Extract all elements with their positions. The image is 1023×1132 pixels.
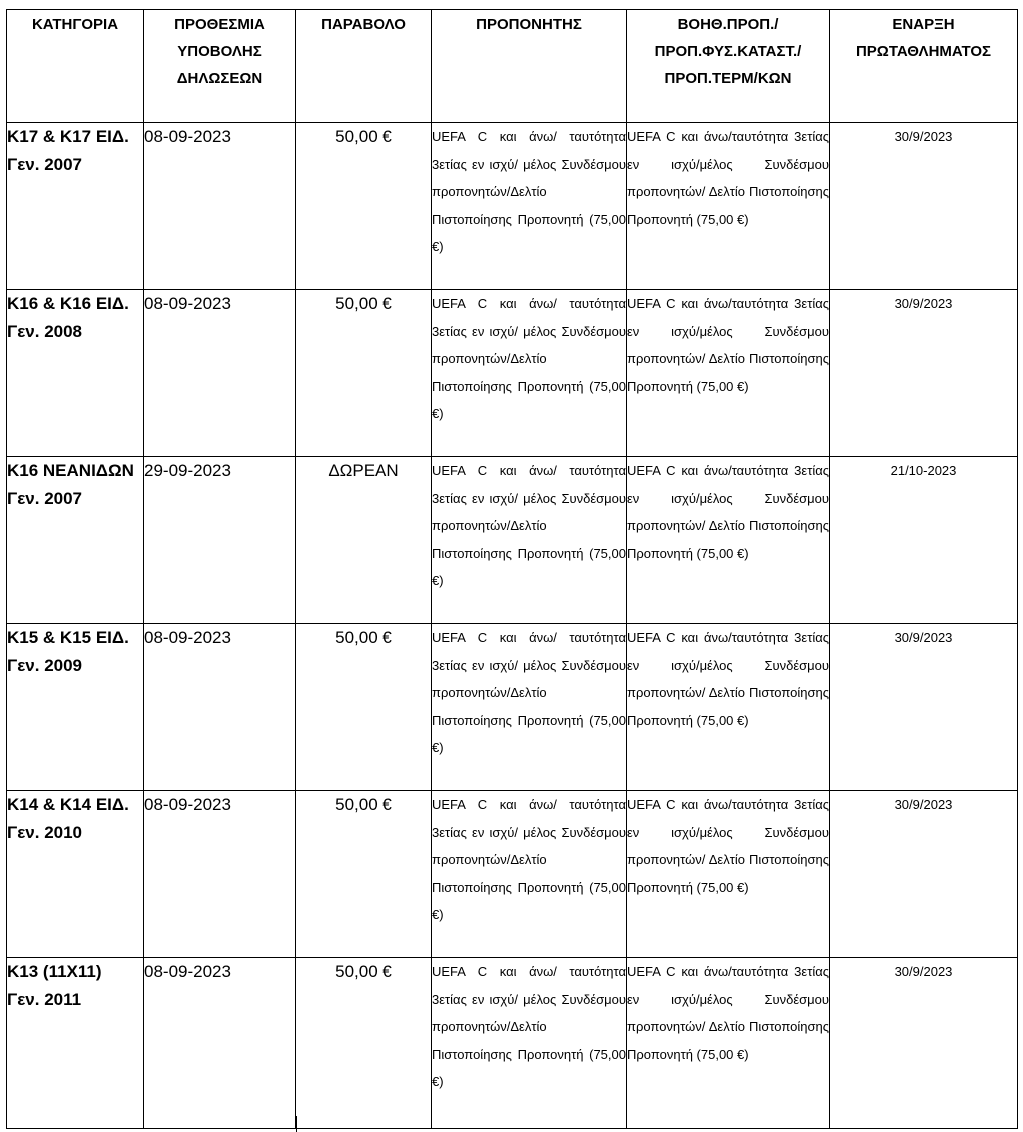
header-assistant: ΒΟΗΘ.ΠΡΟΠ./ ΠΡΟΠ.ΦΥΣ.ΚΑΤΑΣΤ./ ΠΡΟΠ.ΤΕΡΜ/ΚΩΝ: [627, 10, 830, 123]
fee-cell: 50,00 €: [296, 123, 432, 290]
coach-requirements-cell: UEFA C και άνω/ ταυτότητα 3ετίας εν ισχύ/ μέλος Συνδέσμου προπονητών/Δελτίο Πιστοποίησης Προπονητή (75,00 €): [432, 457, 627, 624]
category-text: Κ16 & Κ16 ΕΙΔ.: [7, 294, 129, 313]
start-date-cell: 30/9/2023: [830, 123, 1018, 290]
category-cell: [7, 290, 144, 457]
championship-schedule-table: [6, 9, 1018, 1129]
fee-cell: ΔΩΡΕΑΝ: [296, 457, 432, 624]
start-date-cell: 30/9/2023: [830, 958, 1018, 1129]
deadline-cell: 08-09-2023: [144, 123, 296, 290]
table-row: [7, 290, 1018, 457]
category-text: Κ17 & Κ17 ΕΙΔ.: [7, 127, 129, 146]
category-text: Κ13 (11Χ11): [7, 962, 102, 981]
coach-requirements-cell: UEFA C και άνω/ ταυτότητα 3ετίας εν ισχύ/ μέλος Συνδέσμου προπονητών/Δελτίο Πιστοποίησης Προπονητή (75,00 €): [432, 290, 627, 457]
assistant-requirements-cell: UEFA C και άνω/ταυτότητα 3ετίας εν ισχύ/μέλος Συνδέσμου προπονητών/ Δελτίο Πιστοποίησης Προπονητή (75,00 €): [627, 290, 830, 457]
assistant-requirements-cell: UEFA C και άνω/ταυτότητα 3ετίας εν ισχύ/μέλος Συνδέσμου προπονητών/ Δελτίο Πιστοποίησης Προπονητή (75,00 €): [627, 624, 830, 791]
table-header: [7, 10, 1018, 123]
category-cell: [7, 624, 144, 791]
fee-cell: 50,00 €: [296, 290, 432, 457]
category-text: Κ15 & Κ15 ΕΙΔ.: [7, 628, 129, 647]
category-text: Κ16 ΝΕΑΝΙΔΩΝ: [7, 461, 134, 480]
table-row: [7, 123, 1018, 290]
deadline-cell: 08-09-2023: [144, 791, 296, 958]
deadline-cell: 29-09-2023: [144, 457, 296, 624]
birth-year-text: Γεν. 2007: [7, 154, 83, 174]
start-date-cell: 30/9/2023: [830, 290, 1018, 457]
column-divider-stub: [296, 1116, 297, 1132]
deadline-cell: 08-09-2023: [144, 624, 296, 791]
assistant-requirements-cell: UEFA C και άνω/ταυτότητα 3ετίας εν ισχύ/μέλος Συνδέσμου προπονητών/ Δελτίο Πιστοποίησης Προπονητή (75,00 €): [627, 457, 830, 624]
birth-year-text: Γεν. 2011: [7, 989, 82, 1009]
header-coach: ΠΡΟΠΟΝΗΤΗΣ: [432, 10, 627, 123]
table-row: [7, 958, 1018, 1129]
header-deadline: ΠΡΟΘΕΣΜΙΑ ΥΠΟΒΟΛΗΣ ΔΗΛΩΣΕΩΝ: [144, 10, 296, 123]
coach-requirements-cell: UEFA C και άνω/ ταυτότητα 3ετίας εν ισχύ/ μέλος Συνδέσμου προπονητών/Δελτίο Πιστοποίησης Προπονητή (75,00 €): [432, 123, 627, 290]
start-date-cell: 21/10-2023: [830, 457, 1018, 624]
category-cell: [7, 791, 144, 958]
deadline-cell: 08-09-2023: [144, 958, 296, 1129]
fee-cell: 50,00 €: [296, 791, 432, 958]
birth-year-text: Γεν. 2007: [7, 488, 83, 508]
fee-cell: 50,00 €: [296, 958, 432, 1129]
table-row: [7, 791, 1018, 958]
coach-requirements-cell: UEFA C και άνω/ ταυτότητα 3ετίας εν ισχύ/ μέλος Συνδέσμου προπονητών/Δελτίο Πιστοποίησης Προπονητή (75,00 €): [432, 958, 627, 1129]
fee-cell: 50,00 €: [296, 624, 432, 791]
category-cell: [7, 958, 144, 1129]
deadline-cell: 08-09-2023: [144, 290, 296, 457]
assistant-requirements-cell: UEFA C και άνω/ταυτότητα 3ετίας εν ισχύ/μέλος Συνδέσμου προπονητών/ Δελτίο Πιστοποίησης Προπονητή (75,00 €): [627, 123, 830, 290]
coach-requirements-cell: UEFA C και άνω/ ταυτότητα 3ετίας εν ισχύ/ μέλος Συνδέσμου προπονητών/Δελτίο Πιστοποίησης Προπονητή (75,00 €): [432, 791, 627, 958]
birth-year-text: Γεν. 2010: [7, 822, 83, 842]
birth-year-text: Γεν. 2008: [7, 321, 83, 341]
coach-requirements-cell: UEFA C και άνω/ ταυτότητα 3ετίας εν ισχύ/ μέλος Συνδέσμου προπονητών/Δελτίο Πιστοποίησης Προπονητή (75,00 €): [432, 624, 627, 791]
assistant-requirements-cell: UEFA C και άνω/ταυτότητα 3ετίας εν ισχύ/μέλος Συνδέσμου προπονητών/ Δελτίο Πιστοποίησης Προπονητή (75,00 €): [627, 958, 830, 1129]
category-cell: [7, 123, 144, 290]
table-row: [7, 457, 1018, 624]
category-cell: [7, 457, 144, 624]
assistant-requirements-cell: UEFA C και άνω/ταυτότητα 3ετίας εν ισχύ/μέλος Συνδέσμου προπονητών/ Δελτίο Πιστοποίησης Προπονητή (75,00 €): [627, 791, 830, 958]
birth-year-text: Γεν. 2009: [7, 655, 83, 675]
header-category: ΚΑΤΗΓΟΡΙΑ: [7, 10, 144, 123]
category-text: Κ14 & Κ14 ΕΙΔ.: [7, 795, 129, 814]
start-date-cell: 30/9/2023: [830, 624, 1018, 791]
header-row: [7, 10, 1018, 123]
table-body: [7, 123, 1018, 1129]
start-date-cell: 30/9/2023: [830, 791, 1018, 958]
header-fee: ΠΑΡΑΒΟΛΟ: [296, 10, 432, 123]
table-row: [7, 624, 1018, 791]
header-start: ΕΝΑΡΞΗ ΠΡΩΤΑΘΛΗΜΑΤΟΣ: [830, 10, 1018, 123]
